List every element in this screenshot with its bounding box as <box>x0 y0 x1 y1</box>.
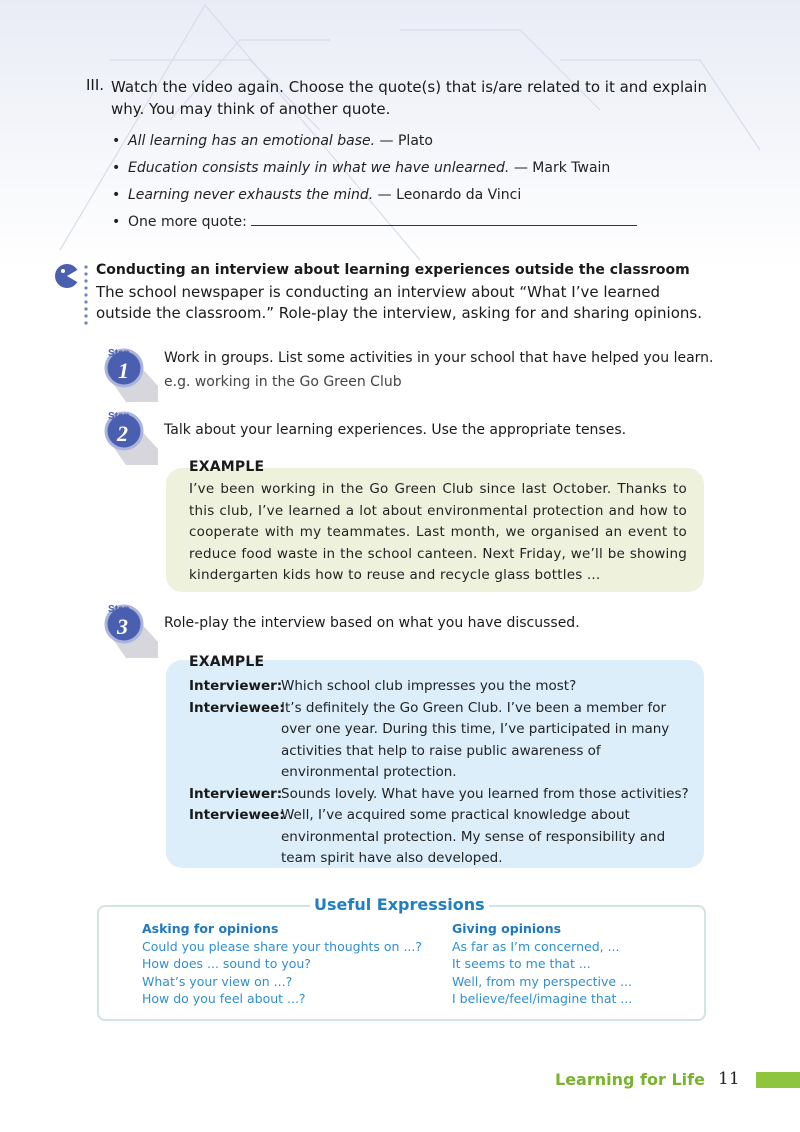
dialog-text: Which school club impresses you the most? <box>281 678 577 694</box>
quote-author: — Plato <box>375 133 433 149</box>
example-1-label: EXAMPLE <box>189 459 265 475</box>
expression-item: How do you feel about ...? <box>142 991 306 1006</box>
step-1-badge-icon <box>102 346 158 402</box>
step-3-badge-icon <box>102 602 158 658</box>
quote-item-blank <box>112 209 637 236</box>
step-1-example: e.g. working in the Go Green Club <box>164 374 402 390</box>
expression-item: Well, from my perspective ... <box>452 973 632 989</box>
useful-expressions-title: Useful Expressions <box>310 895 489 914</box>
footer-book-title: Learning for Life <box>555 1070 705 1089</box>
section-title: Conducting an interview about learning experiences outside the classroom <box>96 262 690 278</box>
quote-item <box>112 128 637 155</box>
step-label: Step <box>108 411 130 422</box>
dialog-line <box>189 676 699 698</box>
quote-text: Learning never exhausts the mind. <box>128 187 374 203</box>
dialog-speaker: Interviewer: <box>189 678 283 694</box>
step-1-text <box>164 346 713 394</box>
dialog-line <box>189 698 699 784</box>
step-2-text: Talk about your learning experiences. Use the appropriate tenses. <box>164 422 627 438</box>
step-1-instruction: Work in groups. List some activities in your school that have helped you learn. <box>164 350 714 366</box>
dialog-speaker: Interviewee: <box>189 807 285 823</box>
dialog-text: Well, I’ve acquired some practical knowledge about environmental protection. My sense of responsibility and team spirit have also developed. <box>281 807 666 866</box>
dialog-speaker: Interviewer: <box>189 785 283 802</box>
question-instruction: Watch the video again. Choose the quote(s) that is/are related to it and explain why. You may think of another quote. <box>111 78 707 118</box>
answer-blank-line <box>251 211 637 226</box>
example-2-label: EXAMPLE <box>189 654 265 670</box>
step-2-badge-icon <box>102 409 158 465</box>
giving-opinions-heading: Giving opinions <box>452 921 562 936</box>
step-number: 3 <box>117 614 128 639</box>
question-number: III. <box>86 76 105 94</box>
section-description: The school newspaper is conducting an interview about “What I’ve learned outside the classroom.” Role-play the interview, asking for and sharing opinions. <box>96 283 702 322</box>
dialog-text: It’s definitely the Go Green Club. I’ve been a member for over one year. During this time, I’ve participated in many activities that help to raise public awareness of environmental protection. <box>281 699 670 780</box>
step-3-text: Role-play the interview based on what you have discussed. <box>164 615 580 631</box>
example-1-body: I’ve been working in the Go Green Club since last October. Thanks to this club, I’ve learned a lot about environmental protection and how to cooperate with my teammates. Last month, we organised an event to reduce food waste in the school canteen. Next Friday, we’ll be showing kindergarten kids how to reuse and recycle glass bottles ... <box>189 481 687 583</box>
expression-item: I believe/feel/imagine that ... <box>452 991 633 1006</box>
step-number: 1 <box>118 358 129 383</box>
dialog-speaker: Interviewee: <box>189 699 285 716</box>
asking-opinions-heading: Asking for opinions <box>142 921 279 936</box>
expression-item: How does ... sound to you? <box>142 956 311 971</box>
quote-list <box>112 128 637 236</box>
quote-item <box>112 155 637 182</box>
quote-text: Education consists mainly in what we have unlearned. <box>128 160 510 176</box>
page-number: 11 <box>718 1069 740 1089</box>
expression-item: It seems to me that ... <box>452 956 591 971</box>
giving-opinions-column <box>452 920 632 1008</box>
quote-item <box>112 182 637 209</box>
dialog-line <box>189 784 699 806</box>
dialog-text: Sounds lovely. What have you learned from those activities? <box>281 785 689 802</box>
step-label: Step <box>108 348 130 359</box>
quote-author: — Mark Twain <box>509 160 611 176</box>
interview-dialog <box>189 676 699 870</box>
quote-text: All learning has an emotional base. <box>128 133 376 149</box>
footer-color-bar <box>756 1072 800 1088</box>
one-more-quote-label: One more quote: <box>128 214 252 230</box>
step-number: 2 <box>117 421 128 446</box>
quote-author: — Leonardo da Vinci <box>373 187 522 203</box>
speaking-activity-icon <box>54 262 100 332</box>
asking-opinions-column <box>142 920 422 1008</box>
dialog-line <box>189 805 699 870</box>
expression-item: Could you please share your thoughts on ...? <box>142 938 422 954</box>
step-label: Step <box>108 604 130 615</box>
expression-item: What’s your view on ...? <box>142 973 293 989</box>
expression-item: As far as I’m concerned, ... <box>452 938 620 954</box>
